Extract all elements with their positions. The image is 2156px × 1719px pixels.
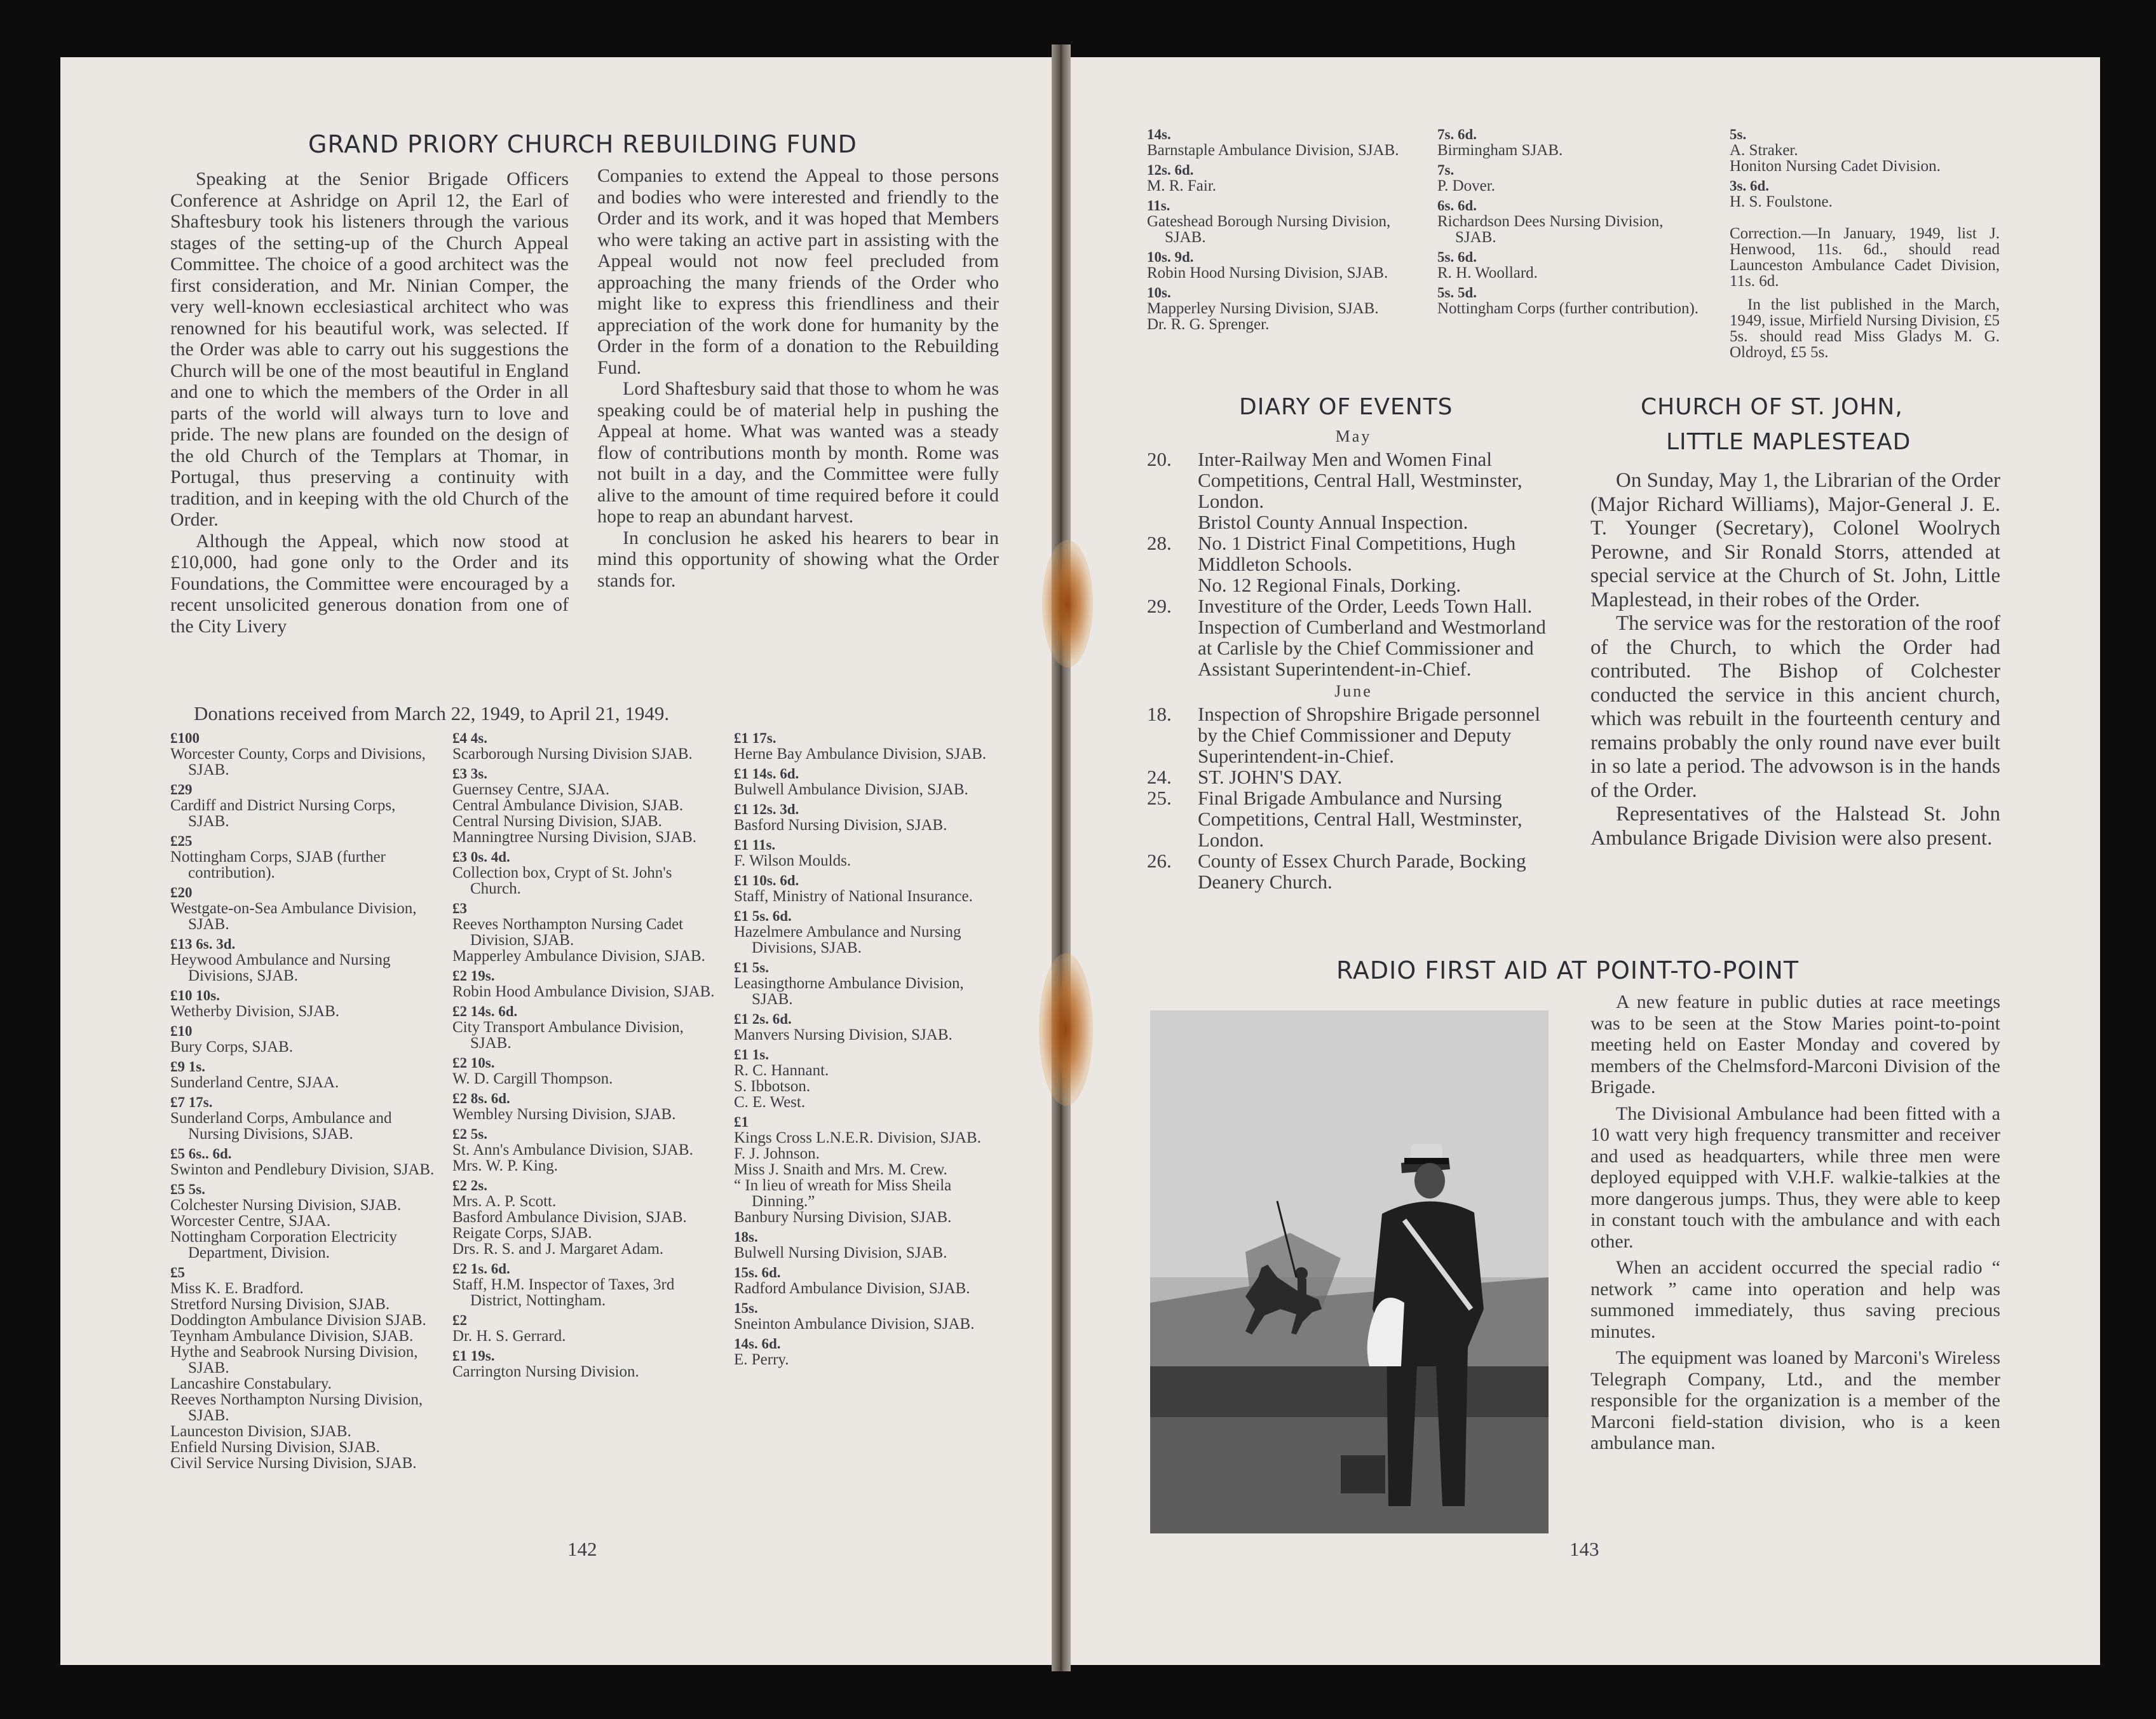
donation-entry <box>734 1265 1000 1296</box>
donor-name: Hythe and Seabrook Nursing Division, SJAB. <box>170 1343 418 1376</box>
paragraph: The equipment was loaned by Marconi's Wireless Telegraph Company, Ltd., and the member responsible for the organization is a member of the Marconi field-station division, who is a keen ambulance man. <box>1590 1347 2000 1453</box>
radio-article <box>1590 991 2000 1459</box>
donation-amount: £4 4s. <box>452 730 487 746</box>
event-text: County of Essex Church Parade, Bocking Deanery Church. <box>1198 850 1526 893</box>
donation-amount: 11s. <box>1147 198 1170 214</box>
donation-entry <box>452 1178 716 1257</box>
paragraph: A new feature in public duties at race meetings was to be seen at the Stow Maries point-to-point meeting held on Easter Monday and covered by members of the Chelmsford-Marconi Division of the Brigade. <box>1590 991 2000 1097</box>
donor-name: Manningtree Nursing Division, SJAB. <box>452 829 697 846</box>
fund-title: GRAND PRIORY CHURCH REBUILDING FUND <box>308 130 857 158</box>
donation-amount: 7s. <box>1437 162 1454 178</box>
donation-amount: 15s. 6d. <box>734 1265 781 1281</box>
donation-amount: £1 19s. <box>452 1348 495 1364</box>
donation-entry <box>452 1127 716 1174</box>
donation-entry <box>452 968 716 1000</box>
donation-amount: £1 5s. 6d. <box>734 908 792 924</box>
donation-entry <box>1147 250 1420 281</box>
church-article <box>1590 469 2000 850</box>
donation-amount: 5s. 6d. <box>1437 249 1477 265</box>
event-text: Inspection of Shropshire Brigade personnel by the Chief Commissioner and Deputy Superintendent-in-Chief. <box>1198 703 1540 767</box>
donor-name: F. J. Johnson. <box>734 1145 820 1162</box>
donor-name: City Transport Ambulance Division, SJAB. <box>452 1019 684 1052</box>
event-day: 25. <box>1147 787 1172 809</box>
donation-entry <box>1437 198 1704 245</box>
donor-name: Staff, H.M. Inspector of Taxes, 3rd District, Nottingham. <box>452 1276 675 1309</box>
paragraph: Companies to extend the Appeal to those persons and bodies who were interested and friendly to the Order and its work, and it was hoped that Members who were taking an active part in assisting with the Appeal would not now feel precluded from approaching the many friends of the Order who might like to express this friendliness and their appreciation of the work done for humanity by the Order in the form of a donation to the Rebuilding Fund. <box>597 165 999 378</box>
donation-entry <box>1730 127 2000 174</box>
donation-entry <box>452 1313 716 1344</box>
donation-entry <box>734 1012 1000 1043</box>
donation-amount: £1 10s. 6d. <box>734 873 799 888</box>
page-number-left: 142 <box>567 1538 597 1560</box>
donation-entry <box>452 850 716 897</box>
donor-name: R. H. Woollard. <box>1437 264 1538 282</box>
diary-event <box>1147 787 1560 850</box>
paragraph: On Sunday, May 1, the Librarian of the Order (Major Richard Williams), Major-General J. E. T. Younger (Secretary), Colonel Woolrych Perowne, and Sir Ronald Storrs, attended at special service at the Church of St. John, Little Maplestead, in their robes of the Order. <box>1590 469 2000 611</box>
donor-name: Mrs. A. P. Scott. <box>452 1193 557 1210</box>
event-day: 20. <box>1147 448 1172 470</box>
donor-name: Lancashire Constabulary. <box>170 1375 332 1392</box>
photo-illustration <box>1150 1010 1549 1533</box>
donation-amount: £1 17s. <box>734 730 776 746</box>
donation-amount: £5 6s.. 6d. <box>170 1146 232 1162</box>
donor-name: Basford Ambulance Division, SJAB. <box>452 1209 687 1226</box>
donor-name: Mapperley Ambulance Division, SJAB. <box>452 948 705 965</box>
donor-name: Kings Cross L.N.E.R. Division, SJAB. <box>734 1129 981 1146</box>
donation-amount: 6s. 6d. <box>1437 198 1477 214</box>
donor-name: Radford Ambulance Division, SJAB. <box>734 1280 970 1297</box>
donor-name: Scarborough Nursing Division SJAB. <box>452 745 693 763</box>
donor-name: Mapperley Nursing Division, SJAB. <box>1147 300 1379 317</box>
donation-amount: £1 <box>734 1114 749 1130</box>
fund-article-col1 <box>170 168 569 637</box>
donation-entry <box>170 782 437 829</box>
donation-entry <box>1147 127 1420 158</box>
donation-entry <box>452 1349 716 1380</box>
paragraph: Although the Appeal, which now stood at £10,000, had gone only to the Order and its Foundations, the Committee were encouraged by a recent unsolicited generous donation from one of the City Livery <box>170 530 569 637</box>
donation-entry <box>170 937 437 984</box>
donation-amount: £10 <box>170 1023 193 1039</box>
paragraph: Representatives of the Halstead St. John Ambulance Brigade Division were also present. <box>1590 803 2000 850</box>
donation-amount: £2 5s. <box>452 1126 487 1142</box>
donor-name: Sunderland Centre, SJAA. <box>170 1074 339 1091</box>
donor-name: Richardson Dees Nursing Division, SJAB. <box>1437 213 1664 246</box>
donor-name: Heywood Ambulance and Nursing Divisions, SJAB. <box>170 951 391 984</box>
donation-entry <box>1147 163 1420 194</box>
donation-entry <box>734 1301 1000 1332</box>
donor-name: Carrington Nursing Division. <box>452 1363 639 1380</box>
donation-entry <box>170 1024 437 1055</box>
donation-amount: £5 <box>170 1265 185 1281</box>
donor-name: Reeves Northampton Nursing Cadet Division, SJAB. <box>452 916 684 949</box>
donor-name: Herne Bay Ambulance Division, SJAB. <box>734 745 987 763</box>
donor-name: F. Wilson Moulds. <box>734 852 851 869</box>
donor-name: Cardiff and District Nursing Corps, SJAB. <box>170 797 396 830</box>
donation-entry <box>1437 285 1704 316</box>
donation-entry <box>1147 285 1420 332</box>
donation-entry <box>734 838 1000 869</box>
event-text: Inter-Railway Men and Women Final Competitions, Central Hall, Westminster, London. <box>1198 448 1522 512</box>
donation-amount: £25 <box>170 833 193 849</box>
fund-article-col2 <box>597 165 999 591</box>
donor-name: W. D. Cargill Thompson. <box>452 1070 613 1087</box>
donation-amount: £20 <box>170 885 193 900</box>
donation-amount: 14s. <box>1147 126 1171 142</box>
donor-name: Nottingham Corporation Electricity Department, Division. <box>170 1228 397 1261</box>
diary-event <box>1147 766 1560 787</box>
donation-amount: £1 5s. <box>734 960 769 975</box>
donation-amount: £3 0s. 4d. <box>452 849 510 865</box>
donations-intro: Donations received from March 22, 1949, to April 21, 1949. <box>194 702 670 724</box>
donation-entry <box>170 1095 437 1142</box>
donor-name: Manvers Nursing Division, SJAB. <box>734 1026 953 1043</box>
donation-amount: £7 17s. <box>170 1094 213 1110</box>
donor-name: Wetherby Division, SJAB. <box>170 1003 340 1020</box>
correction-note: In the list published in the March, 1949, issue, Mirfield Nursing Division, £5 5s. should read Miss Gladys M. G. Oldroyd, £5 5s. <box>1730 296 2000 361</box>
donor-name: Basford Nursing Division, SJAB. <box>734 817 947 834</box>
diary-title: DIARY OF EVENTS <box>1239 394 1453 420</box>
donation-amount: 15s. <box>734 1300 758 1316</box>
donation-entry <box>170 731 437 778</box>
corrections <box>1730 226 2000 360</box>
donor-name: Honiton Nursing Cadet Division. <box>1730 158 1941 175</box>
donor-name: Birmingham SJAB. <box>1437 142 1563 159</box>
donation-entry <box>734 731 1000 762</box>
donor-name: E. Perry. <box>734 1351 789 1368</box>
donor-name: Bury Corps, SJAB. <box>170 1038 294 1056</box>
donor-name: Guernsey Centre, SJAA. <box>452 781 610 798</box>
donations-continued-column-3 <box>1730 127 2000 214</box>
donations-column-2 <box>452 731 716 1384</box>
donation-entry <box>734 1115 1000 1225</box>
diary-event <box>1147 703 1560 766</box>
donor-name: Collection box, Crypt of St. John's Church. <box>452 864 672 897</box>
donation-amount: £2 2s. <box>452 1178 487 1193</box>
donation-amount: £2 <box>452 1312 467 1328</box>
donation-amount: £1 14s. 6d. <box>734 766 799 782</box>
donations-continued-column-2 <box>1437 127 1704 321</box>
donor-name: Westgate-on-Sea Ambulance Division, SJAB. <box>170 900 417 933</box>
correction-note: Correction.—In January, 1949, list J. Henwood, 11s. 6d., should read Launceston Ambulance Cadet Division, 11s. 6d. <box>1730 225 2000 290</box>
event-text: No. 12 Regional Finals, Dorking. <box>1198 574 1461 596</box>
donor-name: Dr. R. G. Sprenger. <box>1147 316 1270 333</box>
donation-entry <box>734 766 1000 798</box>
donor-name: Wembley Nursing Division, SJAB. <box>452 1106 676 1123</box>
donation-entry <box>170 834 437 881</box>
donor-name: Drs. R. S. and J. Margaret Adam. <box>452 1240 664 1258</box>
event-day: 18. <box>1147 703 1172 725</box>
donor-name: Sunderland Corps, Ambulance and Nursing Divisions, SJAB. <box>170 1110 392 1143</box>
donor-name: Leasingthorne Ambulance Division, SJAB. <box>734 975 964 1008</box>
donation-entry <box>452 1004 716 1051</box>
donation-entry <box>734 873 1000 904</box>
donation-amount: £5 5s. <box>170 1181 205 1197</box>
donation-amount: 10s. 9d. <box>1147 249 1194 265</box>
donation-amount: £1 1s. <box>734 1047 769 1063</box>
paragraph: In conclusion he asked his hearers to bear in mind this opportunity of showing what the Order stands for. <box>597 527 999 591</box>
donor-name: Bulwell Ambulance Division, SJAB. <box>734 781 968 798</box>
book-spine <box>1052 44 1071 1671</box>
donor-name: St. Ann's Ambulance Division, SJAB. <box>452 1141 693 1158</box>
event-day: 29. <box>1147 595 1172 617</box>
donation-amount: 3s. 6d. <box>1730 178 1769 194</box>
event-text: Inspection of Cumberland and Westmorland at Carlisle by the Chief Commissioner and Assistant Superintendent-in-Chief. <box>1198 616 1546 680</box>
donor-name: Central Ambulance Division, SJAB. <box>452 797 684 814</box>
donor-name: R. C. Hannant. <box>734 1062 829 1079</box>
donor-name: Reigate Corps, SJAB. <box>452 1225 592 1242</box>
paragraph: The service was for the restoration of the roof of the Church, to which the Order had contributed. The Bishop of Colchester conducted the service in this ancient church, which was rebuilt in the fourteenth century and remains probably the only round nave ever built in so late a period. The advowson is in the hands of the Order. <box>1590 612 2000 802</box>
donation-amount: £2 19s. <box>452 968 495 984</box>
donor-name: Banbury Nursing Division, SJAB. <box>734 1209 952 1226</box>
donation-entry <box>170 1265 437 1471</box>
donor-name: Enfield Nursing Division, SJAB. <box>170 1439 380 1456</box>
event-text: ST. JOHN'S DAY. <box>1198 766 1343 788</box>
event-text: No. 1 District Final Competitions, Hugh Middleton Schools. <box>1198 532 1516 575</box>
donation-entry <box>1147 198 1420 245</box>
donor-name: S. Ibbotson. <box>734 1078 811 1095</box>
donor-name: H. S. Foulstone. <box>1730 193 1833 210</box>
donation-amount: £2 8s. 6d. <box>452 1091 510 1106</box>
event-day: 24. <box>1147 766 1172 788</box>
donation-amount: 14s. 6d. <box>734 1336 781 1352</box>
diary-event <box>1147 533 1560 595</box>
donor-name: C. E. West. <box>734 1094 806 1111</box>
event-day: 26. <box>1147 850 1172 872</box>
donation-entry <box>452 901 716 964</box>
donation-amount: £10 10s. <box>170 988 220 1003</box>
donor-name: Bulwell Nursing Division, SJAB. <box>734 1244 947 1261</box>
event-text: Investiture of the Order, Leeds Town Hall. <box>1198 595 1533 617</box>
event-text: Bristol County Annual Inspection. <box>1198 511 1468 533</box>
donation-entry <box>1437 250 1704 281</box>
donation-entry <box>734 802 1000 833</box>
donor-name: M. R. Fair. <box>1147 177 1217 194</box>
donor-name: Stretford Nursing Division, SJAB. <box>170 1296 390 1313</box>
donation-amount: 10s. <box>1147 285 1171 301</box>
donation-entry <box>170 1182 437 1261</box>
donor-name: Staff, Ministry of National Insurance. <box>734 888 973 905</box>
diary-of-events <box>1147 425 1560 892</box>
radio-title: RADIO FIRST AID AT POINT-TO-POINT <box>1336 956 1800 984</box>
donor-name: Doddington Ambulance Division SJAB. <box>170 1312 426 1329</box>
diary-event <box>1147 449 1560 533</box>
church-title-line1: CHURCH OF ST. JOHN, <box>1641 394 1903 420</box>
donor-name: Mrs. W. P. King. <box>452 1157 559 1174</box>
page-number-right: 143 <box>1570 1538 1599 1560</box>
donation-amount: £9 1s. <box>170 1059 205 1075</box>
donation-amount: 5s. 5d. <box>1437 285 1477 301</box>
donor-name: Swinton and Pendlebury Division, SJAB. <box>170 1161 435 1178</box>
donations-continued-column-1 <box>1147 127 1420 337</box>
donations-column-1 <box>170 731 437 1476</box>
donations-column-3 <box>734 731 1000 1372</box>
donation-amount: 5s. <box>1730 126 1747 142</box>
donation-amount: £13 6s. 3d. <box>170 936 236 952</box>
donation-amount: 18s. <box>734 1229 758 1245</box>
donor-name: Miss J. Snaith and Mrs. M. Crew. <box>734 1161 947 1178</box>
donation-entry <box>1730 179 2000 210</box>
event-text: Final Brigade Ambulance and Nursing Competitions, Central Hall, Westminster, London. <box>1198 787 1522 851</box>
donor-name: Dr. H. S. Gerrard. <box>452 1328 566 1345</box>
donation-entry <box>452 1056 716 1087</box>
donation-amount: 7s. 6d. <box>1437 126 1477 142</box>
paragraph: When an accident occurred the special radio “ network ” came into operation and help was summoned immediately, thus saving precious minutes. <box>1590 1257 2000 1342</box>
donor-name: P. Dover. <box>1437 177 1495 194</box>
church-title-line2: LITTLE MAPLESTEAD <box>1666 429 1911 455</box>
donation-entry <box>170 1146 437 1178</box>
diary-event <box>1147 595 1560 679</box>
donation-amount: £1 11s. <box>734 837 776 853</box>
donation-amount: 12s. 6d. <box>1147 162 1194 178</box>
donor-name: Barnstaple Ambulance Division, SJAB. <box>1147 142 1399 159</box>
donor-name: Worcester Centre, SJAA. <box>170 1213 331 1230</box>
paragraph: The Divisional Ambulance had been fitted with a 10 watt very high frequency transmitter and receiver and used as headquarters, while three men were deployed equipped with V.H.F. walkie-talkies at the more dangerous jumps. Thus, they were able to keep in constant touch with the ambulance and with each other. <box>1590 1103 2000 1252</box>
donation-amount: £1 12s. 3d. <box>734 801 799 817</box>
event-day: 28. <box>1147 532 1172 554</box>
donation-amount: £2 1s. 6d. <box>452 1261 510 1277</box>
donation-entry <box>734 1047 1000 1110</box>
donation-entry <box>452 766 716 845</box>
donation-entry <box>734 960 1000 1007</box>
donation-entry <box>452 1091 716 1122</box>
donation-entry <box>452 1261 716 1308</box>
donor-name: Sneinton Ambulance Division, SJAB. <box>734 1315 975 1333</box>
donation-amount: £2 10s. <box>452 1055 495 1071</box>
donation-entry <box>170 988 437 1019</box>
donor-name: Miss K. E. Bradford. <box>170 1280 304 1297</box>
donor-name: Nottingham Corps (further contribution). <box>1437 300 1699 317</box>
donor-name: Robin Hood Nursing Division, SJAB. <box>1147 264 1388 282</box>
donation-amount: £29 <box>170 782 193 798</box>
paragraph: Lord Shaftesbury said that those to whom he was speaking could be of material help in pushing the Appeal at home. What was wanted was a steady flow of contributions month by month. Rome was not built in a day, and the Committee were fully alive to the amount of time required before it could hope to reap an abundant harvest. <box>597 378 999 527</box>
donor-name: Civil Service Nursing Division, SJAB. <box>170 1455 417 1472</box>
donor-name: Gateshead Borough Nursing Division, SJAB. <box>1147 213 1391 246</box>
donor-name: Nottingham Corps, SJAB (further contribution). <box>170 848 386 881</box>
donation-amount: £3 3s. <box>452 766 487 782</box>
donor-name: “ In lieu of wreath for Miss Sheila Dinning.” <box>734 1177 952 1210</box>
donor-name: Launceston Division, SJAB. <box>170 1423 351 1440</box>
donation-entry <box>452 731 716 762</box>
foxing-stain <box>1039 953 1093 1106</box>
diary-month: June <box>1334 682 1373 700</box>
donation-entry <box>170 885 437 932</box>
donor-name: Central Nursing Division, SJAB. <box>452 813 662 830</box>
foxing-stain <box>1042 540 1093 667</box>
donation-amount: £1 2s. 6d. <box>734 1011 792 1027</box>
donor-name: Robin Hood Ambulance Division, SJAB. <box>452 983 715 1000</box>
donor-name: Colchester Nursing Division, SJAB. <box>170 1197 402 1214</box>
donation-amount: £2 14s. 6d. <box>452 1003 518 1019</box>
diary-month: May <box>1335 427 1372 445</box>
donor-name: Hazelmere Ambulance and Nursing Divisions, SJAB. <box>734 923 961 956</box>
race-photo <box>1150 1010 1549 1533</box>
donation-entry <box>734 1336 1000 1368</box>
paragraph: Speaking at the Senior Brigade Officers Conference at Ashridge on April 12, the Earl of Shaftesbury took his listeners through the various stages of the setting-up of the Church Appeal Committee. The choice of a good architect was the first consideration, and Mr. Ninian Comper, the very well-known ecclesiastical architect who was renowned for his beautiful work, was selected. If the Order was able to carry out his suggestions the Church will be one of the most beautiful in England and one to which the members of the Order in all parts of the world will always turn to love and pride. The new plans are founded on the design of the old Church of the Templars at Thomar, in Portugal, thus preserving a continuity with tradition, and in keeping with the old Church of the Order. <box>170 168 569 530</box>
diary-event <box>1147 850 1560 892</box>
donation-entry <box>1437 163 1704 194</box>
donor-name: Worcester County, Corps and Divisions, SJAB. <box>170 745 426 778</box>
donation-entry <box>170 1059 437 1091</box>
donor-name: Teynham Ambulance Division, SJAB. <box>170 1328 414 1345</box>
donor-name: Reeves Northampton Nursing Division, SJAB. <box>170 1391 423 1424</box>
donation-amount: £3 <box>452 900 467 916</box>
donation-entry <box>1437 127 1704 158</box>
donor-name: A. Straker. <box>1730 142 1798 159</box>
donation-entry <box>734 1230 1000 1261</box>
donation-amount: £100 <box>170 730 200 746</box>
donation-entry <box>734 909 1000 956</box>
